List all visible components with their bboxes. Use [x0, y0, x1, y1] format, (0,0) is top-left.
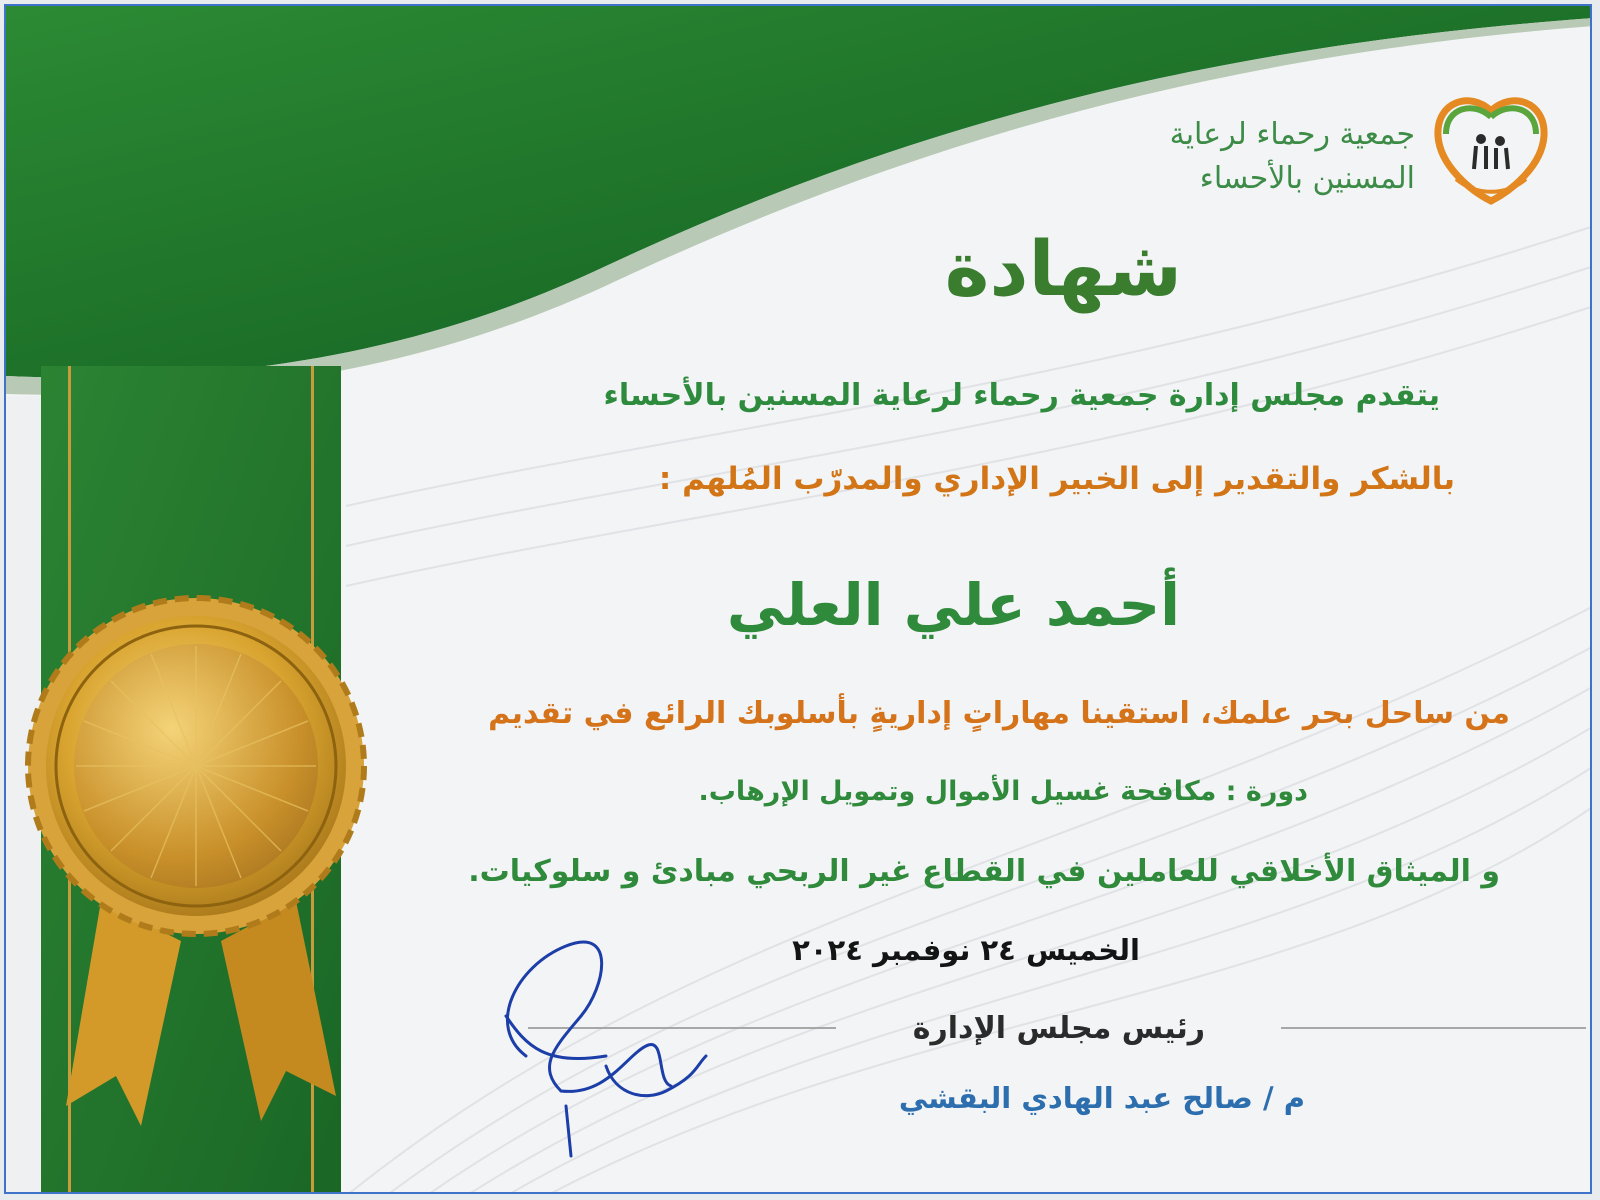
organization-logo-text — [1055, 113, 1415, 201]
certificate-frame — [4, 4, 1592, 1194]
heart-hands-logo-icon — [1438, 101, 1544, 201]
gold-seal-icon — [28, 598, 364, 934]
signatory-role: رئيس مجلس الإدارة — [912, 1011, 1205, 1046]
certificate-title: شهادة — [944, 224, 1182, 313]
body-line-1: من ساحل بحر علمك، استقينا مهاراتٍ إداريةٍ بأسلوبك الرائع في تقديم — [488, 696, 1510, 731]
thanks-line: بالشكر والتقدير إلى الخبير الإداري والمدرّب المُلهم : — [658, 461, 1455, 497]
handwritten-signature — [506, 942, 706, 1156]
logo-line-1: جمعية رحماء لرعاية — [1169, 117, 1415, 152]
body-line-3: و الميثاق الأخلاقي للعاملين في القطاع غير الربحي مبادئ و سلوكيات. — [468, 854, 1500, 889]
certificate-date: الخميس ٢٤ نوفمبر ٢٠٢٤ — [792, 933, 1140, 967]
body-line-2: دورة : مكافحة غسيل الأموال وتمويل الإرهاب. — [698, 776, 1308, 807]
signatory-name: م / صالح عبد الهادي البقشي — [898, 1081, 1305, 1115]
logo-line-2: المسنين بالأحساء — [1199, 161, 1415, 196]
recipient-name: أحمد علي العلي — [726, 571, 1180, 639]
presenter-line: يتقدم مجلس إدارة جمعية رحماء لرعاية المسنين بالأحساء — [603, 378, 1440, 413]
